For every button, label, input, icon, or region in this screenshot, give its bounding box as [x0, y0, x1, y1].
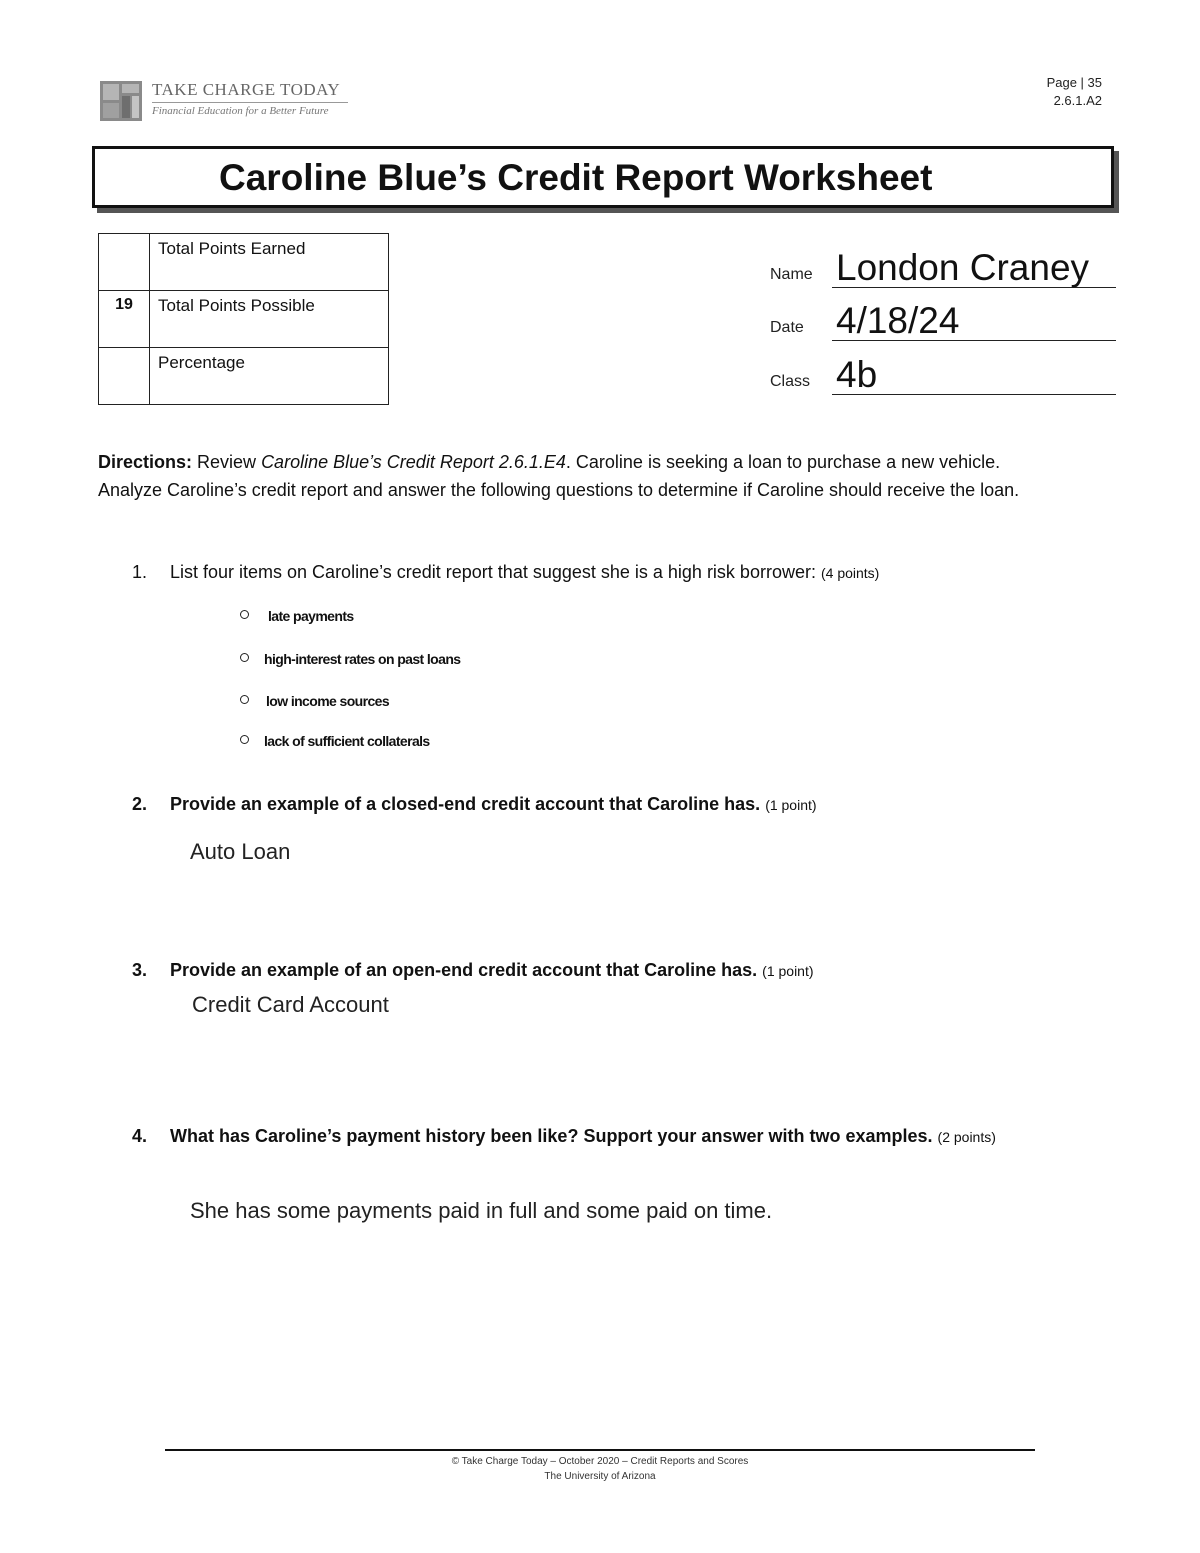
logo-divider — [152, 102, 348, 103]
question-text — [170, 1124, 1030, 1149]
points-possible-value: 19 — [99, 291, 150, 348]
question-2-points: (1 point) — [765, 797, 817, 813]
answer-4[interactable]: She has some payments paid in full and some paid on time. — [190, 1198, 773, 1223]
footer-copyright: © Take Charge Today – October 2020 – Credit Reports and Scores — [451, 1456, 749, 1467]
date-field — [770, 291, 1116, 341]
points-earned-label: Total Points Earned — [150, 234, 389, 291]
name-input[interactable]: London Craney — [836, 247, 1090, 288]
logo — [100, 78, 350, 122]
table-row — [99, 234, 389, 291]
bullet-circle-icon — [240, 695, 249, 704]
bullet-circle-icon — [240, 610, 249, 619]
class-label: Class — [770, 373, 811, 390]
answer-1d[interactable]: lack of sufficient collaterals — [264, 733, 430, 749]
question-1-points: (4 points) — [820, 565, 880, 581]
question-number: 4. — [132, 1126, 148, 1146]
percentage-value[interactable] — [99, 348, 150, 405]
answer-1c[interactable]: low income sources — [266, 693, 390, 709]
question-text — [170, 560, 1030, 585]
class-field — [770, 345, 1116, 395]
question-4-text: What has Caroline’s payment history been like? Support your answer with two examples. — [170, 1126, 933, 1146]
points-earned-value[interactable] — [99, 234, 150, 291]
title-banner — [92, 146, 1114, 208]
doc-code: 2.6.1.A2 — [1053, 93, 1102, 108]
directions — [98, 448, 1058, 504]
name-field — [770, 238, 1116, 288]
question-4-points: (2 points) — [937, 1129, 996, 1145]
date-label: Date — [770, 319, 804, 336]
directions-text-before: Review — [192, 452, 262, 472]
percentage-label: Percentage — [150, 348, 389, 405]
date-input[interactable]: 4/18/24 — [836, 300, 960, 341]
points-possible-label: Total Points Possible — [150, 291, 389, 348]
name-label: Name — [770, 266, 813, 283]
logo-subtitle: Financial Education for a Better Future — [152, 105, 329, 117]
bullet-circle-icon — [240, 735, 249, 744]
question-text — [170, 958, 1030, 983]
table-row — [99, 291, 389, 348]
question-3-points: (1 point) — [762, 963, 814, 979]
answer-1a[interactable]: late payments — [268, 608, 354, 624]
question-text — [170, 792, 1030, 817]
footer-divider — [165, 1449, 1035, 1451]
class-input[interactable]: 4b — [836, 354, 878, 395]
question-3-text: Provide an example of an open-end credit account that Caroline has. — [170, 960, 758, 980]
directions-reference: Caroline Blue’s Credit Report 2.6.1.E4 — [261, 452, 566, 472]
question-number: 3. — [132, 960, 148, 980]
answer-1b[interactable]: high-interest rates on past loans — [264, 651, 461, 667]
question-number: 2. — [132, 794, 148, 814]
logo-mark-icon — [100, 81, 142, 121]
bullet-circle-icon — [240, 653, 249, 662]
table-row — [99, 348, 389, 405]
answer-2[interactable]: Auto Loan — [190, 839, 291, 864]
page-title: Caroline Blue’s Credit Report Worksheet — [219, 157, 933, 198]
page-number-block — [1047, 74, 1102, 110]
page-label: Page | 35 — [1046, 75, 1102, 90]
question-number: 1. — [132, 562, 148, 582]
footer-institution: The University of Arizona — [544, 1471, 656, 1482]
question-2-text: Provide an example of a closed-end credit account that Caroline has. — [170, 794, 761, 814]
score-table — [98, 233, 389, 405]
question-1-text: List four items on Caroline’s credit report that suggest she is a high risk borrower: — [170, 562, 816, 582]
logo-title: TAKE CHARGE TODAY — [152, 80, 341, 99]
answer-3[interactable]: Credit Card Account — [192, 992, 389, 1017]
directions-text-after: . Caroline is seeking a loan to purchase a new vehicle. Analyze Caroline’s credit report and answer the following questions to determine if Caroline should receive the loan. — [98, 452, 1020, 500]
directions-label: Directions: — [98, 452, 193, 472]
